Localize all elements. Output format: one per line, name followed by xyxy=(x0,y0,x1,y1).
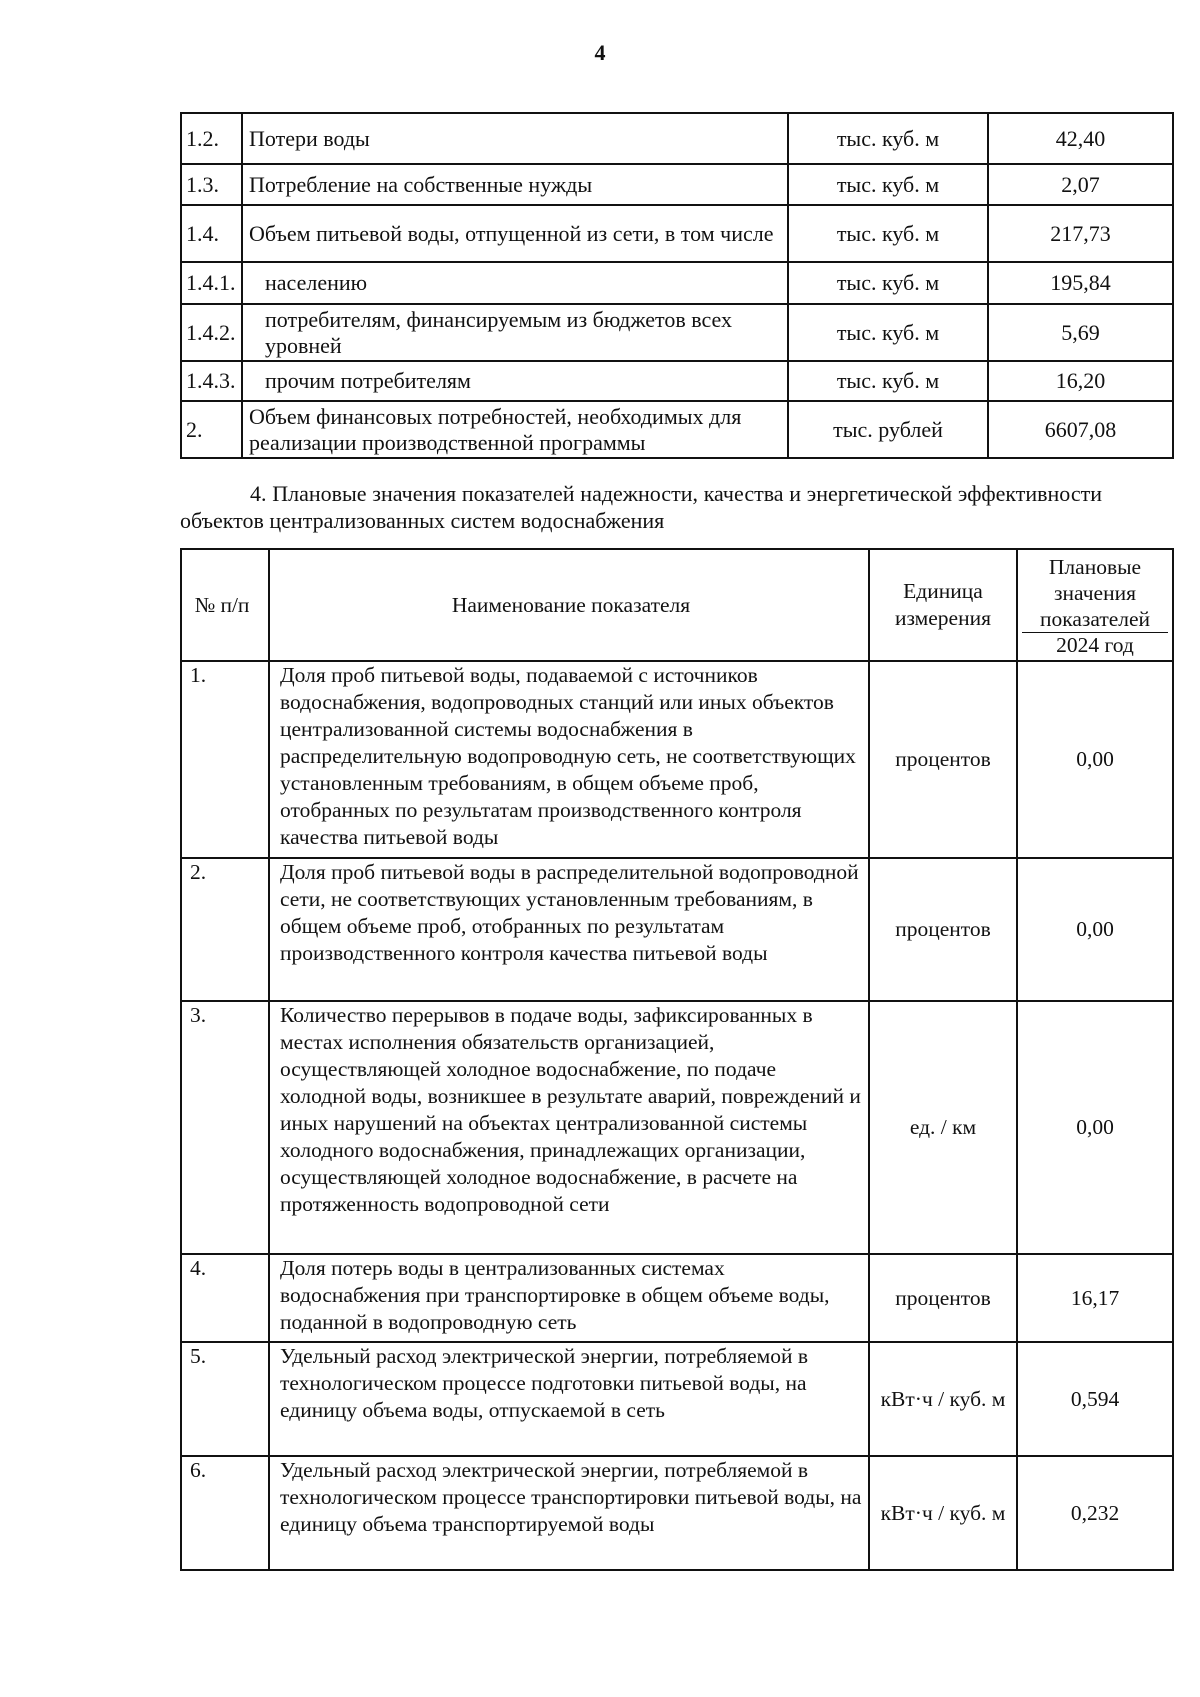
table-row xyxy=(181,858,1173,1001)
row-value: 42,40 xyxy=(988,113,1173,164)
row-unit: тыс. куб. м xyxy=(788,304,988,361)
header-value-label: Плановые значения показателей xyxy=(1039,554,1151,631)
row-value: 16,20 xyxy=(988,361,1173,401)
row-unit: кВт·ч / куб. м xyxy=(869,1456,1017,1570)
header-year: 2024 год xyxy=(1022,632,1168,657)
row-number: 2. xyxy=(181,858,269,1001)
row-value: 0,00 xyxy=(1017,858,1173,1001)
row-name: Доля проб питьевой воды в распределительной водопроводной сети, не соответствующих установленным требованиям, в общем объеме проб, отобранных по результатам производственного контроля качества питьевой воды xyxy=(269,858,869,1001)
table-row xyxy=(181,262,1173,304)
table-row xyxy=(181,113,1173,164)
header-name: Наименование показателя xyxy=(269,549,869,661)
row-number: 1.4.3. xyxy=(181,361,242,401)
row-unit: процентов xyxy=(869,858,1017,1001)
row-name: Объем финансовых потребностей, необходимых для реализации производственной программы xyxy=(242,401,788,458)
row-number: 5. xyxy=(181,1342,269,1456)
production-program-table xyxy=(180,112,1174,459)
row-unit: процентов xyxy=(869,1254,1017,1342)
row-unit: тыс. куб. м xyxy=(788,205,988,262)
row-number: 4. xyxy=(181,1254,269,1342)
row-value: 2,07 xyxy=(988,164,1173,205)
table-row xyxy=(181,1342,1173,1456)
table-row xyxy=(181,164,1173,205)
table-row xyxy=(181,401,1173,458)
table-row xyxy=(181,1456,1173,1570)
row-name: прочим потребителям xyxy=(242,361,788,401)
header-number: № п/п xyxy=(181,549,269,661)
row-number: 1. xyxy=(181,661,269,858)
row-name: Удельный расход электрической энергии, потребляемой в технологическом процессе подготовки питьевой воды, на единицу объема воды, отпускаемой в сеть xyxy=(269,1342,869,1456)
row-number: 3. xyxy=(181,1001,269,1254)
row-unit: процентов xyxy=(869,661,1017,858)
table-row xyxy=(181,1001,1173,1254)
row-value: 5,69 xyxy=(988,304,1173,361)
row-value: 0,594 xyxy=(1017,1342,1173,1456)
row-value: 0,232 xyxy=(1017,1456,1173,1570)
row-name: населению xyxy=(242,262,788,304)
row-value: 195,84 xyxy=(988,262,1173,304)
section-title: 4. Плановые значения показателей надежности, качества и энергетической эффективности объектов централизованных систем водоснабжения xyxy=(180,481,1102,533)
table-row xyxy=(181,205,1173,262)
row-unit: ед. / км xyxy=(869,1001,1017,1254)
row-name: Потребление на собственные нужды xyxy=(242,164,788,205)
row-number: 6. xyxy=(181,1456,269,1570)
row-unit: тыс. куб. м xyxy=(788,113,988,164)
page-number: 4 xyxy=(594,40,606,65)
row-number: 1.2. xyxy=(181,113,242,164)
row-unit: кВт·ч / куб. м xyxy=(869,1342,1017,1456)
table-row xyxy=(181,304,1173,361)
header-unit: Единица измерения xyxy=(869,549,1017,661)
table-row xyxy=(181,361,1173,401)
row-unit: тыс. куб. м xyxy=(788,164,988,205)
row-value: 16,17 xyxy=(1017,1254,1173,1342)
row-name: Доля потерь воды в централизованных системах водоснабжения при транспортировке в общем объеме воды, поданной в водопроводную сеть xyxy=(269,1254,869,1342)
row-unit: тыс. рублей xyxy=(788,401,988,458)
row-name: Объем питьевой воды, отпущенной из сети, в том числе xyxy=(242,205,788,262)
table-row xyxy=(181,1254,1173,1342)
row-unit: тыс. куб. м xyxy=(788,262,988,304)
row-value: 0,00 xyxy=(1017,1001,1173,1254)
row-name: Количество перерывов в подаче воды, зафиксированных в местах исполнения обязательств организацией, осуществляющей холодное водоснабжение, по подаче холодной воды, возникшее в результате аварий, повреждений и иных нарушений на объектах централизованной системы холодного водоснабжения, принадлежащих организации, осуществляющей холодное водоснабжение, в расчете на протяженность водопроводной сети xyxy=(269,1001,869,1254)
row-number: 2. xyxy=(181,401,242,458)
table-row xyxy=(181,661,1173,858)
row-name: Удельный расход электрической энергии, потребляемой в технологическом процессе транспортировки питьевой воды, на единицу объема транспортируемой воды xyxy=(269,1456,869,1570)
row-name: Доля проб питьевой воды, подаваемой с источников водоснабжения, водопроводных станций или иных объектов централизованной системы водоснабжения в распределительную водопроводную сеть, не соответствующих установленным требованиям, в общем объеме проб, отобранных по результатам производственного контроля качества питьевой воды xyxy=(269,661,869,858)
header-value xyxy=(1017,549,1173,661)
row-value: 6607,08 xyxy=(988,401,1173,458)
indicators-table xyxy=(180,548,1174,1571)
row-value: 0,00 xyxy=(1017,661,1173,858)
row-number: 1.4. xyxy=(181,205,242,262)
row-unit: тыс. куб. м xyxy=(788,361,988,401)
row-name: Потери воды xyxy=(242,113,788,164)
row-number: 1.4.1. xyxy=(181,262,242,304)
row-value: 217,73 xyxy=(988,205,1173,262)
row-name: потребителям, финансируемым из бюджетов всех уровней xyxy=(242,304,788,361)
table-header-row xyxy=(181,549,1173,661)
row-number: 1.4.2. xyxy=(181,304,242,361)
row-number: 1.3. xyxy=(181,164,242,205)
